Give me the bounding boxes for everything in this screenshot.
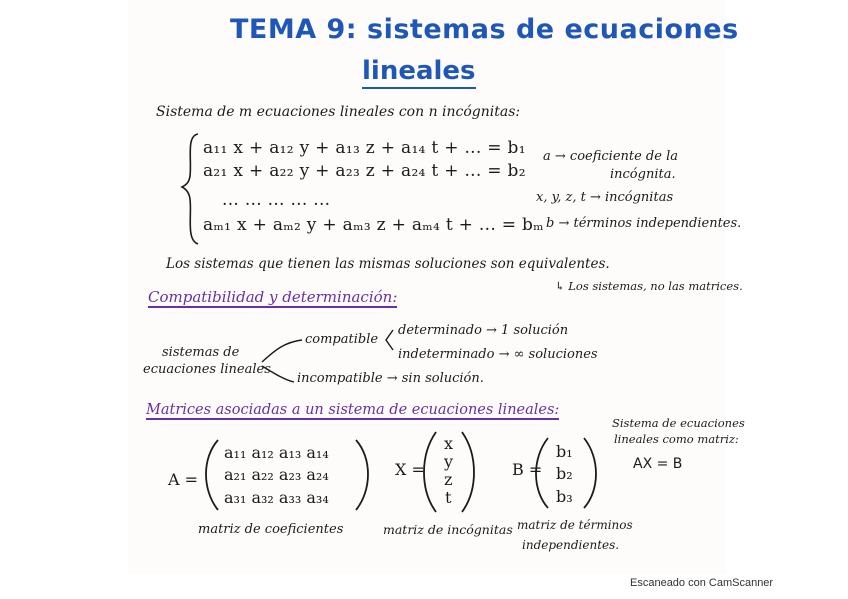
matrix-X-row-4: t	[445, 488, 452, 507]
system-row-1: a₁₁ x + a₁₂ y + a₁₃ z + a₁₄ t + ... = b₁	[203, 138, 526, 158]
system-row-4: aₘ₁ x + aₘ₂ y + aₘ₃ z + aₘ₄ t + ... = bₘ	[203, 215, 544, 235]
matrix-B-row-2: b₂	[556, 464, 573, 483]
compat-heading: Compatibilidad y determinación:	[148, 288, 398, 306]
scanner-footer: Escaneado con CamScanner	[630, 577, 774, 589]
matrix-X-right-paren	[462, 432, 474, 512]
caption-matrix-B-2: independientes.	[522, 538, 620, 552]
matrix-A-row-2: a₂₁ a₂₂ a₂₃ a₂₄	[224, 465, 329, 484]
note-unknowns: x, y, z, t → incógnitas	[536, 190, 674, 205]
compat-compatible: compatible	[305, 332, 379, 347]
matrix-B-right-paren	[584, 438, 596, 508]
matrix-side-3: AX = B	[633, 456, 683, 472]
note-coefficient: a → coeficiente de la	[543, 149, 678, 164]
matrix-A-left-paren	[206, 440, 218, 510]
note-coefficient-2: incógnita.	[610, 167, 676, 182]
matrix-X-row-3: z	[444, 470, 453, 489]
equivalent-text: Los sistemas que tienen las mismas soluciones son equivalentes.	[166, 256, 610, 272]
compat-root-1: sistemas de	[162, 345, 240, 360]
compat-determinado: determinado → 1 solución	[398, 323, 569, 338]
branch-compatible	[262, 340, 302, 362]
matrix-B-label: B =	[512, 460, 543, 479]
compat-incompatible: incompatible → sin solución.	[297, 371, 484, 386]
title-line-2: lineales	[362, 56, 476, 89]
caption-matrix-A: matriz de coeficientes	[198, 522, 344, 537]
matrix-B-row-3: b₃	[556, 487, 573, 506]
system-row-2: a₂₁ x + a₂₂ y + a₂₃ z + a₂₄ t + ... = b₂	[203, 161, 526, 181]
system-brace	[182, 134, 198, 244]
note-independent: b → términos independientes.	[546, 216, 742, 231]
matrix-X-row-1: x	[444, 434, 454, 453]
matrix-side-2: lineales como matriz:	[614, 432, 739, 446]
compatible-angle	[386, 330, 393, 350]
system-row-3: ... ... ... ... ...	[222, 190, 331, 210]
matrix-X-label: X =	[395, 460, 425, 479]
title-line-1: TEMA 9: sistemas de ecuaciones	[230, 14, 739, 45]
matrix-B-left-paren	[536, 438, 548, 508]
caption-matrix-X: matriz de incógnitas	[383, 522, 513, 537]
matrix-A-right-paren	[356, 440, 368, 510]
matrix-B-row-1: b₁	[556, 442, 573, 461]
matrix-X-left-paren	[424, 432, 436, 512]
matrix-A-row-3: a₃₁ a₃₂ a₃₃ a₃₄	[224, 488, 329, 507]
compat-root-2: ecuaciones lineales	[143, 362, 271, 377]
intro-text: Sistema de m ecuaciones lineales con n incógnitas:	[156, 104, 521, 120]
matrix-side-1: Sistema de ecuaciones	[612, 416, 745, 430]
branch-incompatible	[262, 366, 294, 382]
caption-matrix-B-1: matriz de términos	[517, 518, 633, 532]
compat-indeterminado: indeterminado → ∞ soluciones	[398, 347, 598, 362]
equivalent-note: ↳ Los sistemas, no las matrices.	[555, 279, 743, 293]
matrix-X-row-2: y	[444, 452, 454, 471]
matrix-A-row-1: a₁₁ a₁₂ a₁₃ a₁₄	[224, 443, 329, 462]
matrices-heading: Matrices asociadas a un sistema de ecuaciones lineales:	[146, 402, 560, 418]
matrix-A-label: A =	[168, 470, 199, 489]
